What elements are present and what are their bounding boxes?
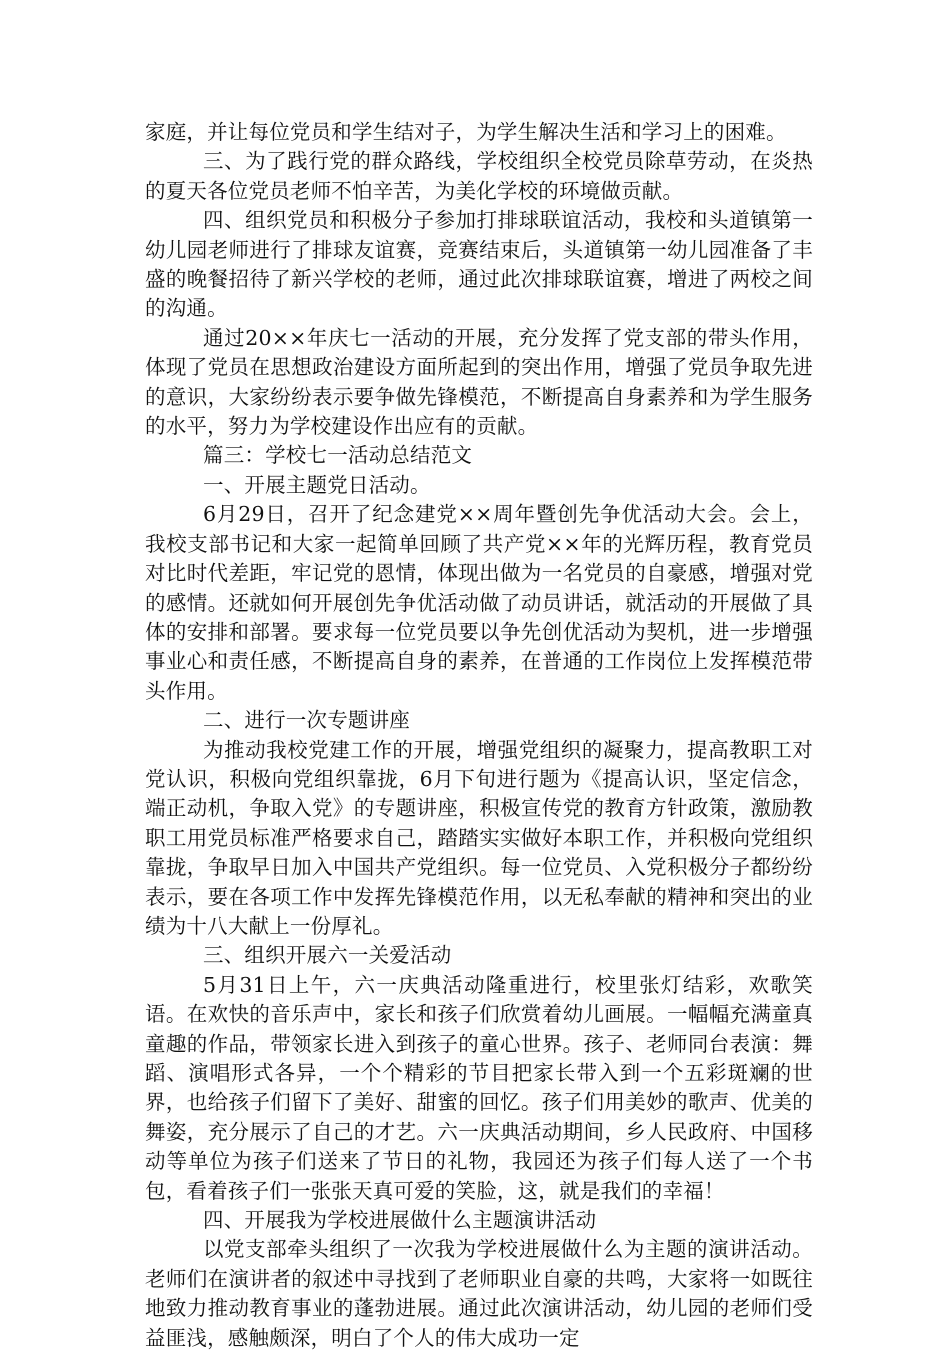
paragraph-2: 三、为了践行党的群众路线，学校组织全校党员除草劳动，在炎热的夏天各位党员老师不怕辛苦，为美化学校的环境做贡献。 (145, 149, 813, 203)
heading-item-3: 三、组织开展六一关爱活动 (203, 943, 452, 968)
paragraph-item-4: 以党支部牵头组织了一次我为学校进展做什么为主题的演讲活动。老师们在演讲者的叙述中寻找到了老师职业自豪的共鸣，大家将一如既往地致力推动教育事业的蓬勃进展。通过此次演讲活动，幼儿园的老师们受益匪浅，感触颇深，明白了个人的伟大成功一定 (145, 1237, 813, 1350)
paragraph-4: 通过20××年庆七一活动的开展，充分发挥了党支部的带头作用，体现了党员在思想政治建设方面所起到的突出作用，增强了党员争取先进的意识，大家纷纷表示要争做先锋模范，不断提高自身素养和为学生服务的水平，努力为学校建设作出应有的贡献。 (145, 325, 813, 439)
paragraph-1: 家庭，并让每位党员和学生结对子，为学生解决生活和学习上的困难。 (145, 120, 787, 144)
paragraph-item-3: 5月31日上午，六一庆典活动隆重进行，校里张灯结彩，欢歌笑语。在欢快的音乐声中，家长和孩子们欣赏着幼儿画展。一幅幅充满童真童趣的作品，带领家长进入到孩子的童心世界。孩子、老师同台表演：舞蹈、演唱形式各异，一个个精彩的节目把家长带入到一个五彩斑斓的世界，也给孩子们留下了美好、甜蜜的回忆。孩子们用美妙的歌声、优美的舞姿，充分展示了自己的才艺。六一庆典活动期间，乡人民政府、中国移动等单位为孩子们送来了节日的礼物，我园还为孩子们每人送了一个书包，看着孩子们一张张天真可爱的笑脸，这，就是我们的幸福！ (145, 972, 813, 1203)
document-page (145, 118, 813, 1353)
section-heading-part3: 篇三：学校七一活动总结范文 (203, 443, 473, 468)
paragraph-3: 四、组织党员和积极分子参加打排球联谊活动，我校和头道镇第一幼儿园老师进行了排球友谊赛，竞赛结束后，头道镇第一幼儿园准备了丰盛的晚餐招待了新兴学校的老师，通过此次排球联谊赛，增进了两校之间的沟通。 (145, 208, 813, 321)
paragraph-item-2: 为推动我校党建工作的开展，增强党组织的凝聚力，提高教职工对党认识，积极向党组织靠拢，6月下旬进行题为《提高认识，坚定信念，端正动机，争取入党》的专题讲座，积极宣传党的教育方针政策，激励教职工用党员标准严格要求自己，踏踏实实做好本职工作，并积极向党组织靠拢，争取早日加入中国共产党组织。每一位党员、入党积极分子都纷纷表示，要在各项工作中发挥先锋模范作用，以无私奉献的精神和突出的业绩为十八大献上一份厚礼。 (145, 737, 813, 938)
heading-item-2: 二、进行一次专题讲座 (203, 708, 410, 733)
heading-item-1: 一、开展主题党日活动。 (203, 472, 431, 497)
paragraph-item-1: 6月29日，召开了纪念建党××周年暨创先争优活动大会。会上，我校支部书记和大家一起简单回顾了共产党××年的光辉历程，教育党员对比时代差距，牢记党的恩情，体现出做为一名党员的自豪感，增强对党的感情。还就如何开展创先争优活动做了动员讲话，就活动的开展做了具体的安排和部署。要求每一位党员要以争先创优活动为契机，进一步增强事业心和责任感，不断提高自身的素养，在普通的工作岗位上发挥模范带头作用。 (145, 502, 813, 703)
heading-item-4: 四、开展我为学校进展做什么主题演讲活动 (203, 1208, 597, 1233)
